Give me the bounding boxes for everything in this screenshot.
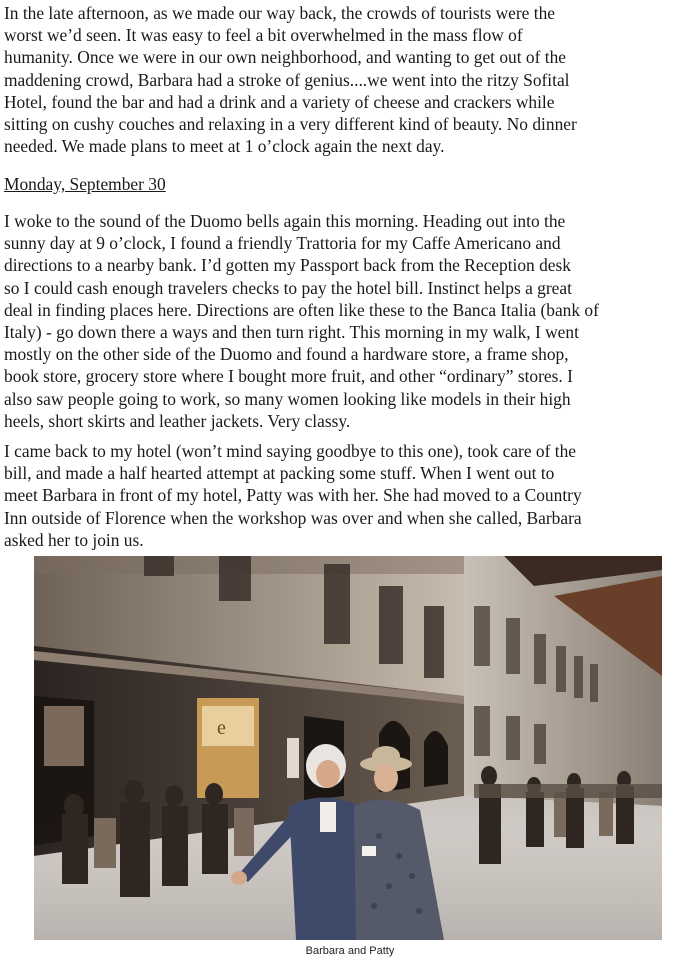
text-line: book store, grocery store where I bought more fruit, and other “ordinary” stores. I [4,366,573,387]
text-line: directions to a nearby bank. I’d gotten my Passport back from the Reception desk [4,255,571,276]
paragraph-morning [4,210,698,432]
date-heading: Monday, September 30 [4,174,166,194]
text-line: humanity. Once we were in our own neighborhood, and wanting to get out of the [4,47,567,68]
text-line: In the late afternoon, as we made our way back, the crowds of tourists were the [4,3,555,23]
storefront-sign: e [217,717,226,739]
text-line: Hotel, found the bar and had a drink and a variety of cheese and crackers while [4,91,555,112]
text-line: needed. We made plans to meet at 1 o’clock again the next day. [4,136,445,157]
text-line: so I could cash enough travelers checks to pay the hotel bill. Instinct helps a great [4,277,572,298]
text-line: sitting on cushy couches and relaxing in a very different kind of beauty. No dinner [4,114,577,135]
text-line: meet Barbara in front of my hotel, Patty was with her. She had moved to a Country [4,485,582,506]
text-line: worst we’d seen. It was easy to feel a bit overwhelmed in the mass flow of [4,25,523,46]
text-line: asked her to join us. [4,529,144,550]
photo-caption: Barbara and Patty [305,945,395,957]
text-line: deal in finding places here. Directions are often like these to the Banca Italia (bank of [4,299,599,320]
text-line: heels, short skirts and leather jackets. Very classy. [4,410,351,431]
text-line: also saw people going to work, so many women looking like models in their high [4,388,571,409]
text-line: bill, and made a half hearted attempt at packing some stuff. When I went out to [4,463,555,484]
text-line: I came back to my hotel (won’t mind saying goodbye to this one), took care of the [4,441,576,461]
text-line: Italy) - go down there a ways and then turn right. This morning in my walk, I went [4,322,579,343]
text-line: mostly on the other side of the Duomo and found a hardware store, a frame shop, [4,344,569,365]
street-photo [34,556,662,940]
text-line: I woke to the sound of the Duomo bells again this morning. Heading out into the [4,211,566,231]
paragraph-hotel [4,440,698,551]
text-line: maddening crowd, Barbara had a stroke of genius....we went into the ritzy Sofital [4,69,570,90]
text-line: Inn outside of Florence when the workshop was over and when she called, Barbara [4,507,582,528]
paragraph-afternoon [4,2,698,157]
text-line: sunny day at 9 o’clock, I found a friendly Trattoria for my Caffe Americano and [4,233,561,254]
